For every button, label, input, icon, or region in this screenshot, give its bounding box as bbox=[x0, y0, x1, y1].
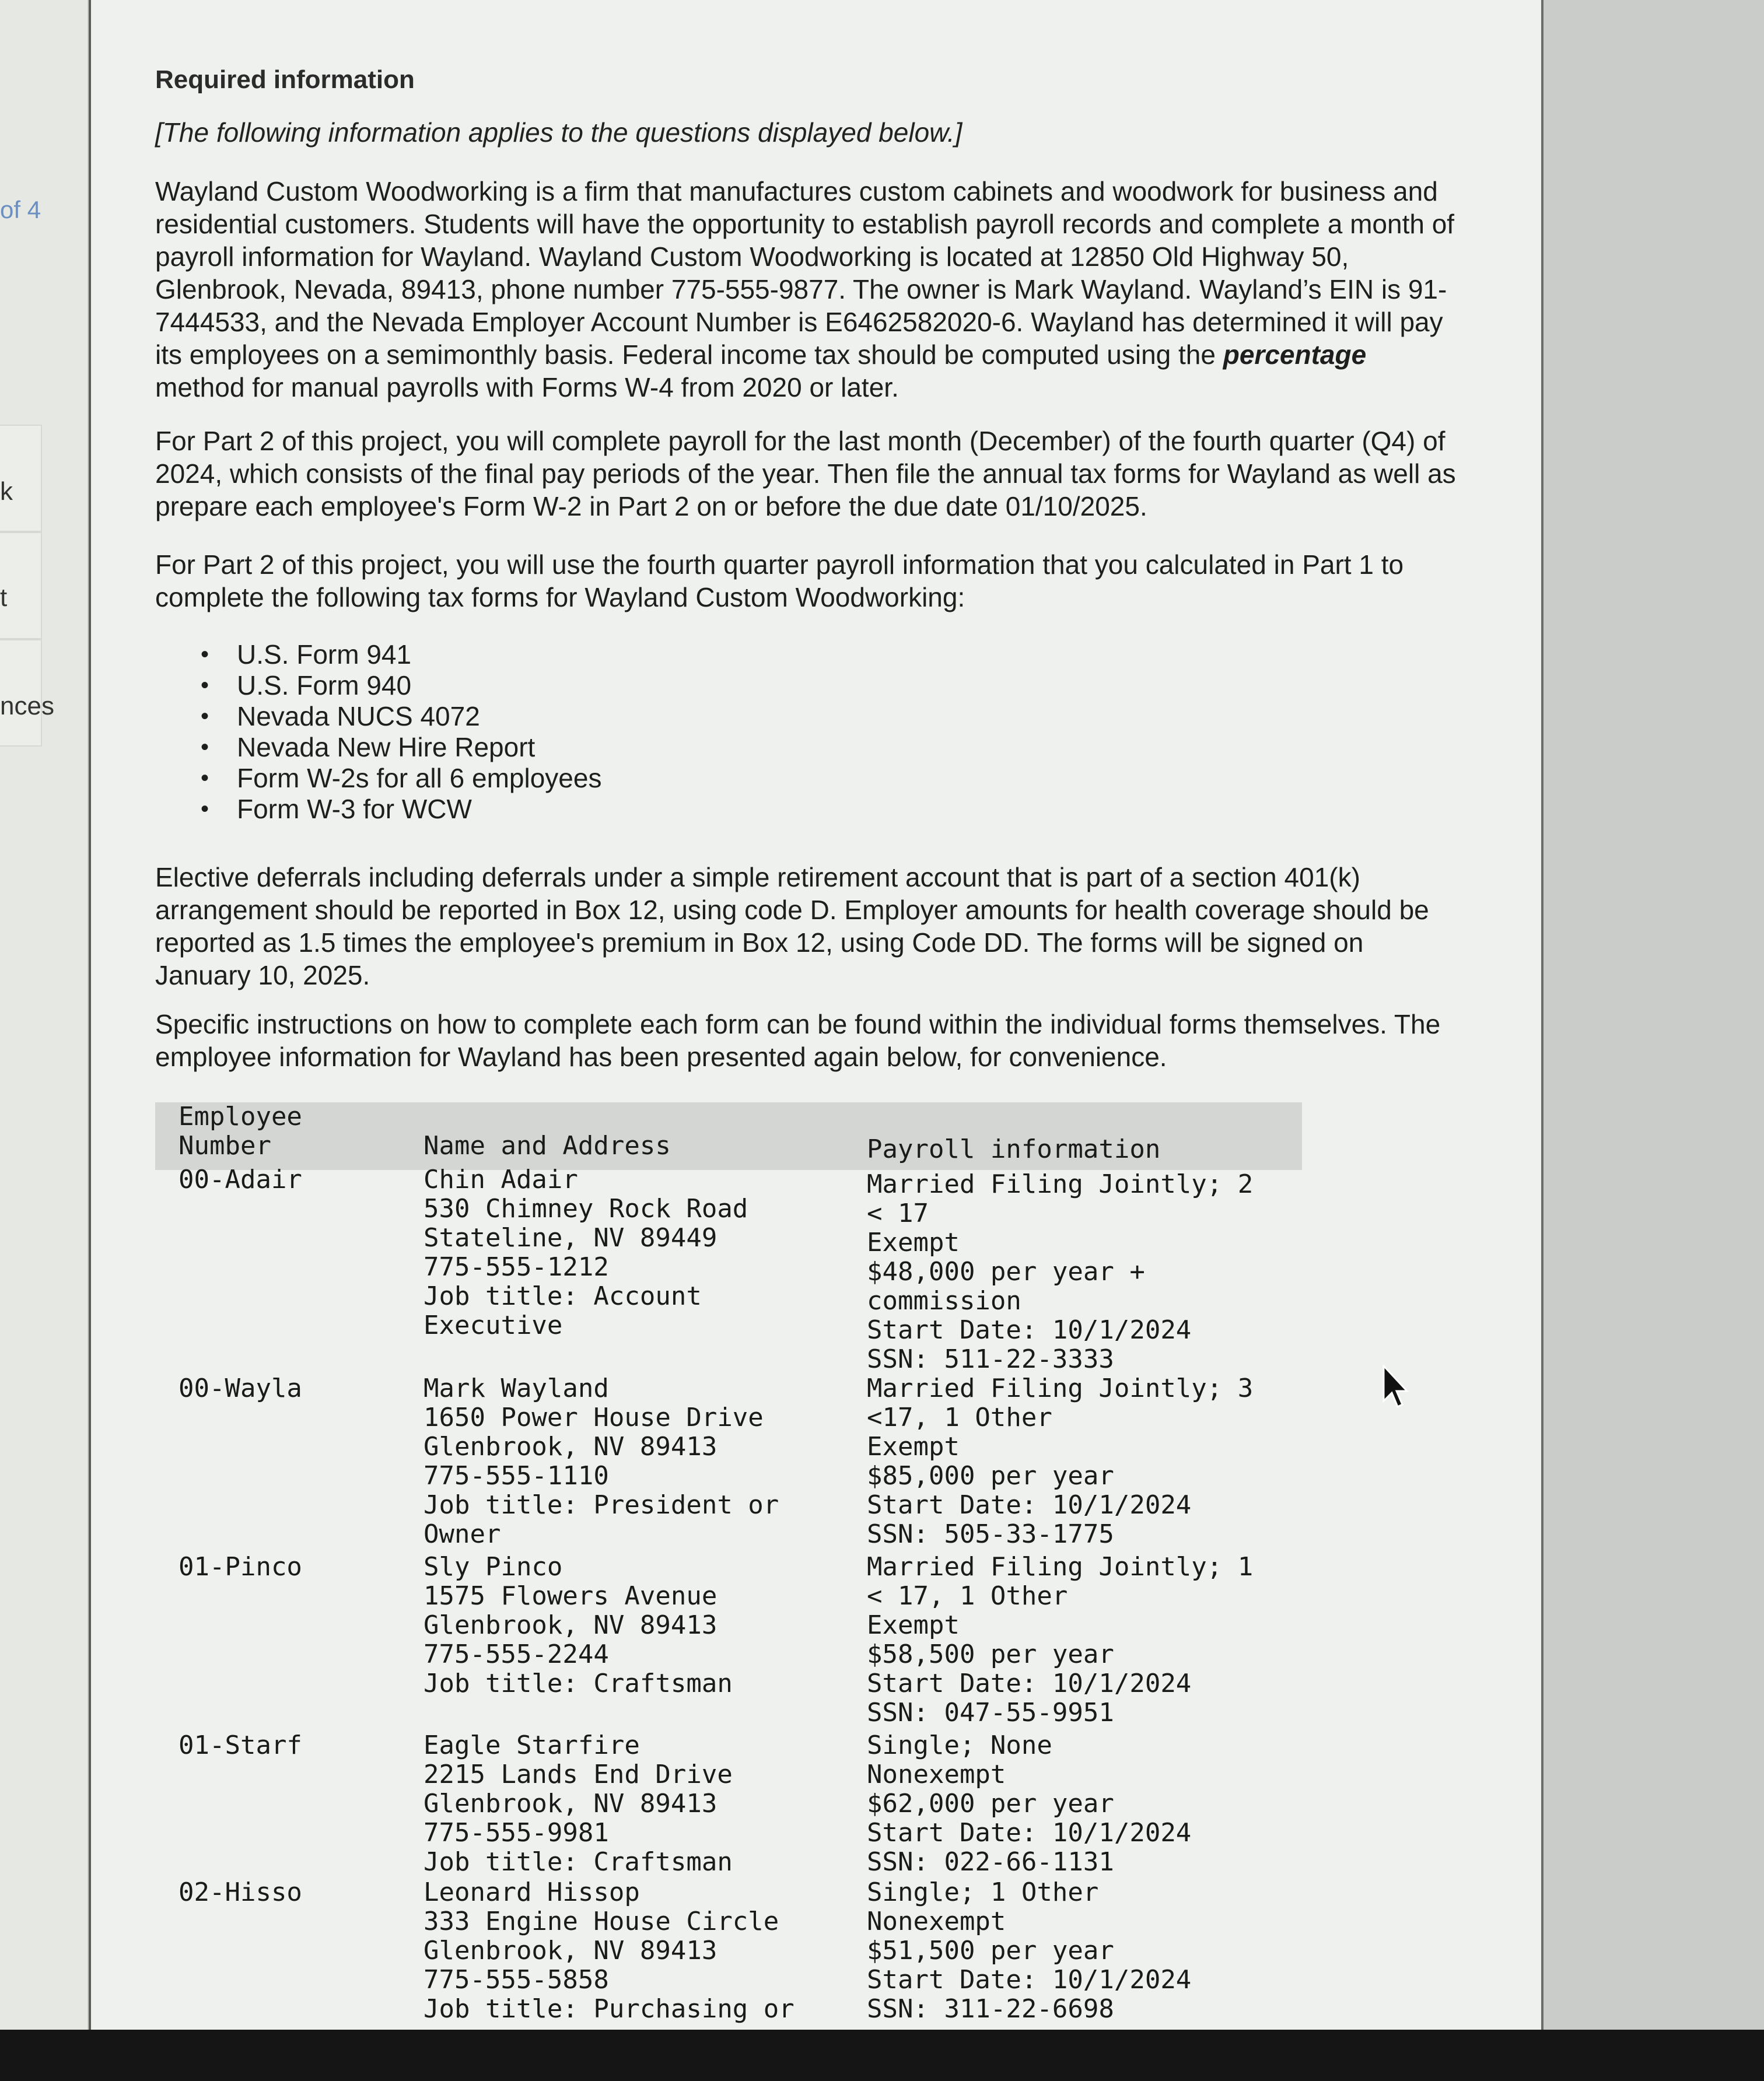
employee-name-address: Leonard Hissop 333 Engine House Circle Glenbrook, NV 89413 775-555-5858 Job title: Purchasing or bbox=[424, 1877, 794, 2024]
employee-number: 01-Pinco bbox=[178, 1552, 302, 1582]
paragraph-instructions: Specific instructions on how to complete each form can be found within the individual forms themselves. The employee information for Wayland has been presented again below, for convenience. bbox=[155, 1009, 1441, 1072]
tax-forms-list bbox=[237, 639, 601, 825]
emphasis-percentage: percentage bbox=[1223, 339, 1367, 370]
paragraph-part2-payroll: For Part 2 of this project, you will complete payroll for the last month (December) of the fourth quarter (Q4) of 2024, which consists of the final pay periods of the year. Then file the annual tax forms for Wayland as well as prepare each employee's Form W-2 in Part 2 on or before the due date 01/10/2025. bbox=[155, 426, 1456, 521]
employee-name-address: Mark Wayland 1650 Power House Drive Glenbrook, NV 89413 775-555-1110 Job title: President or Owner bbox=[424, 1374, 779, 1549]
employee-payroll-info: Married Filing Jointly; 1 < 17, 1 Other Exempt $58,500 per year Start Date: 10/1/2024 SSN: 047-55-9951 bbox=[867, 1552, 1254, 1728]
employee-number: 00-Adair bbox=[178, 1165, 302, 1194]
employee-payroll-info: Single; 1 Other Nonexempt $51,500 per year Start Date: 10/1/2024 SSN: 311-22-6698 bbox=[867, 1877, 1192, 2024]
employee-number: 00-Wayla bbox=[178, 1374, 302, 1403]
paragraph-company-info bbox=[155, 175, 1462, 404]
employee-payroll-info: Married Filing Jointly; 3 <17, 1 Other Exempt $85,000 per year Start Date: 10/1/2024 SSN: 505-33-1775 bbox=[867, 1374, 1254, 1549]
sidebar-item-label-1: k bbox=[0, 477, 13, 506]
list-item: • U.S. Form 941 bbox=[237, 639, 601, 670]
intro-note: [The following information applies to the questions displayed below.] bbox=[155, 117, 963, 148]
employee-name-address: Chin Adair 530 Chimney Rock Road Stateline, NV 89449 775-555-1212 Job title: Account Executive bbox=[424, 1165, 748, 1340]
paragraph-part2-forms: For Part 2 of this project, you will use the fourth quarter payroll information that you calculated in Part 1 to complete the following tax forms for Wayland Custom Woodworking: bbox=[155, 549, 1404, 612]
header-payroll-info: Payroll information bbox=[867, 1134, 1161, 1164]
sidebar-item-label-2: t bbox=[0, 583, 8, 612]
paragraph-company-info-end: method for manual payrolls with Forms W-4 from 2020 or later. bbox=[155, 372, 899, 402]
mouse-pointer-icon bbox=[1381, 1365, 1410, 1411]
header-employee-number: Employee Number bbox=[178, 1102, 302, 1161]
employee-payroll-info: Single; None Nonexempt $62,000 per year Start Date: 10/1/2024 SSN: 022-66-1131 bbox=[867, 1730, 1192, 1877]
list-item: • Form W-2s for all 6 employees bbox=[237, 763, 601, 794]
employee-table bbox=[155, 1102, 1392, 2030]
list-item: • U.S. Form 940 bbox=[237, 670, 601, 701]
list-item: • Nevada NUCS 4072 bbox=[237, 701, 601, 732]
list-item: • Nevada New Hire Report bbox=[237, 732, 601, 763]
employee-number: 02-Hisso bbox=[178, 1877, 302, 1907]
employee-number: 01-Starf bbox=[178, 1730, 302, 1760]
header-name-address: Name and Address bbox=[424, 1131, 671, 1161]
list-item: • Form W-3 for WCW bbox=[237, 794, 601, 825]
sidebar-page-indicator: of 4 bbox=[0, 196, 41, 223]
sidebar bbox=[0, 0, 88, 2030]
employee-name-address: Eagle Starfire 2215 Lands End Drive Glenbrook, NV 89413 775-555-9981 Job title: Craftsman bbox=[424, 1730, 733, 1877]
employee-name-address: Sly Pinco 1575 Flowers Avenue Glenbrook, NV 89413 775-555-2244 Job title: Craftsman bbox=[424, 1552, 733, 1698]
screen-bottom-bezel bbox=[0, 2030, 1764, 2081]
paragraph-company-info-text: Wayland Custom Woodworking is a firm that manufactures custom cabinets and woodwork for business and residential customers. Students will have the opportunity to establish payroll records and complete a month of payroll information for Wayland. Wayland Custom Woodworking is located at 12850 Old Highway 50, Glenbrook, Nevada, 89413, phone number 775-555-9877. The owner is Mark Wayland. Wayland’s EIN is 91-7444533, and the Nevada Employer Account Number is E6462582020-6. Wayland has determined it will pay its employees on a semimonthly basis. Federal income tax should be computed using the bbox=[155, 176, 1455, 370]
paragraph-elective-deferrals: Elective deferrals including deferrals under a simple retirement account that is part of a section 401(k) arrangement should be reported in Box 12, using code D. Employer amounts for health coverage should be reported as 1.5 times the employee's premium in Box 12, using Code DD. The forms will be signed on January 10, 2025. bbox=[155, 862, 1429, 990]
employee-payroll-info: Married Filing Jointly; 2 < 17 Exempt $48,000 per year + commission Start Date: 10/1/2024 SSN: 511-22-3333 bbox=[867, 1169, 1254, 1374]
section-heading: Required information bbox=[155, 65, 415, 94]
sidebar-item-label-3: nces bbox=[0, 692, 54, 720]
content-panel bbox=[89, 0, 1544, 2030]
